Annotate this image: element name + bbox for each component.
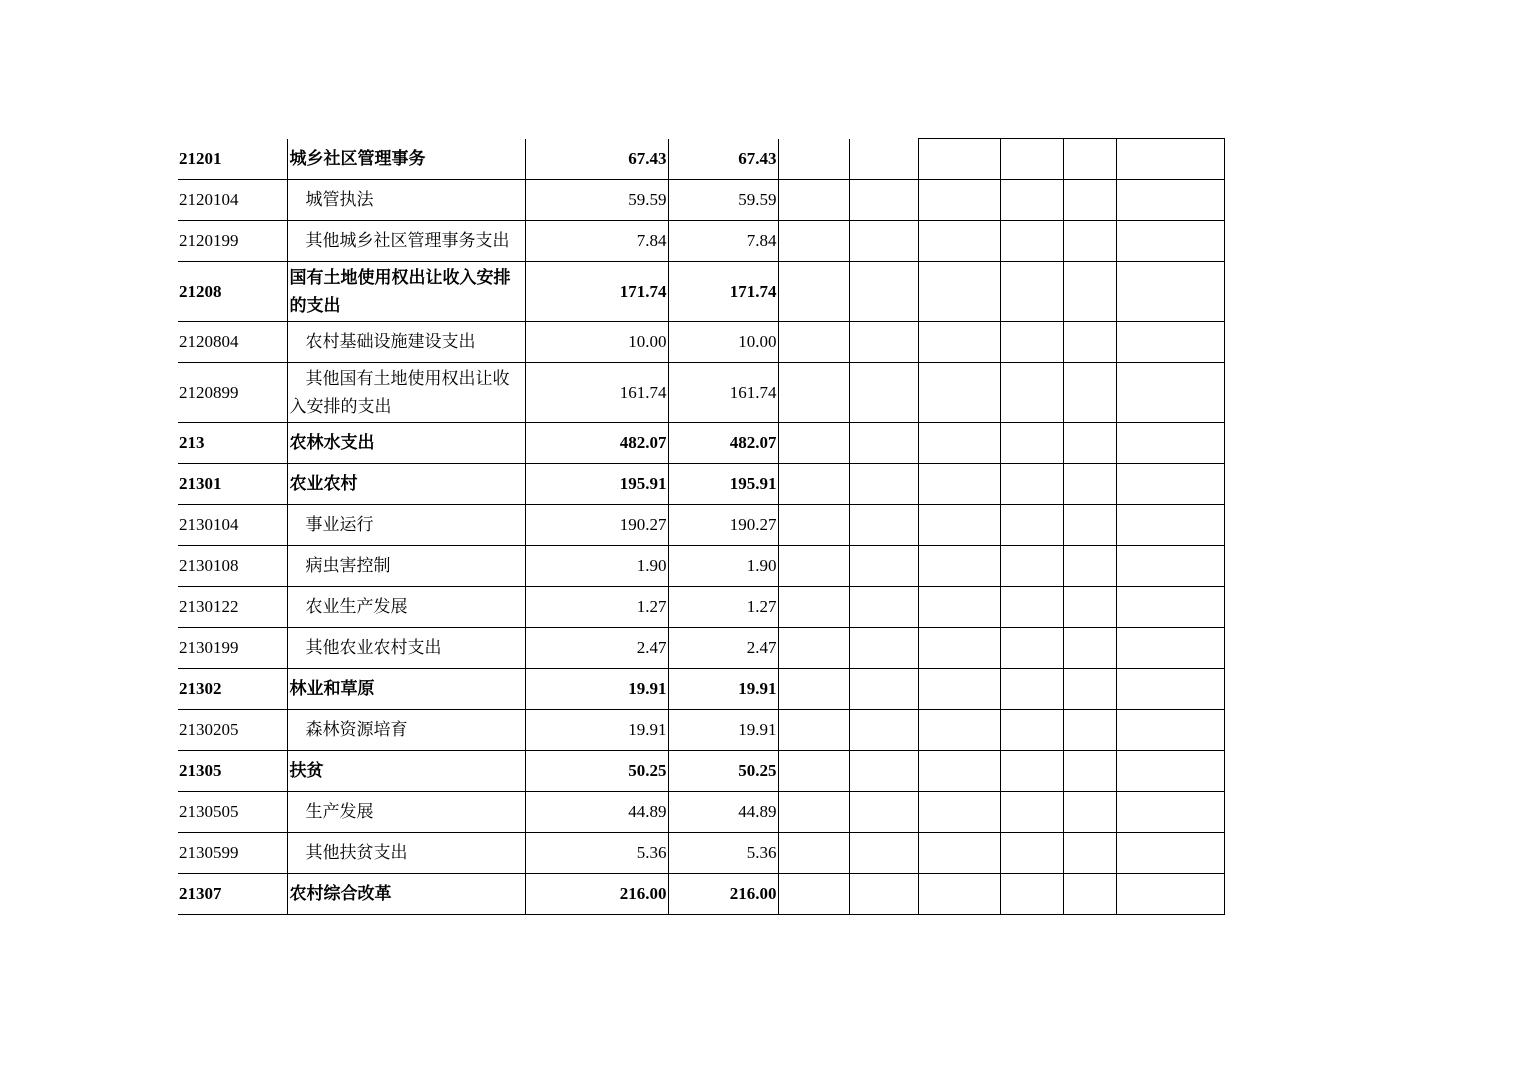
row-amount-total: 161.74 xyxy=(525,363,668,423)
empty-cell xyxy=(1000,587,1063,628)
row-name: 农业农村 xyxy=(287,464,525,505)
empty-cell xyxy=(1063,363,1116,423)
row-name: 林业和草原 xyxy=(287,669,525,710)
empty-cell xyxy=(918,262,1000,322)
empty-cell xyxy=(1116,710,1224,751)
empty-cell xyxy=(918,464,1000,505)
empty-cell xyxy=(778,874,849,915)
table-row xyxy=(178,628,1224,669)
row-code: 21208 xyxy=(178,262,287,322)
empty-cell xyxy=(778,546,849,587)
row-name: 农村综合改革 xyxy=(287,874,525,915)
row-amount-total: 1.90 xyxy=(525,546,668,587)
table-row xyxy=(178,751,1224,792)
row-name: 农业生产发展 xyxy=(287,587,525,628)
row-name: 森林资源培育 xyxy=(287,710,525,751)
empty-cell xyxy=(1063,221,1116,262)
row-amount-total: 59.59 xyxy=(525,180,668,221)
row-name: 农林水支出 xyxy=(287,423,525,464)
empty-cell xyxy=(1000,139,1063,180)
empty-cell xyxy=(1000,710,1063,751)
empty-cell xyxy=(1116,423,1224,464)
empty-cell xyxy=(1000,363,1063,423)
row-amount-total: 216.00 xyxy=(525,874,668,915)
row-amount-basic: 50.25 xyxy=(668,751,778,792)
empty-cell xyxy=(849,792,918,833)
empty-cell xyxy=(918,546,1000,587)
empty-cell xyxy=(1116,221,1224,262)
row-name: 国有土地使用权出让收入安排的支出 xyxy=(287,262,525,322)
table-row xyxy=(178,464,1224,505)
empty-cell xyxy=(1000,751,1063,792)
row-code: 213 xyxy=(178,423,287,464)
empty-cell xyxy=(1063,710,1116,751)
row-amount-basic: 2.47 xyxy=(668,628,778,669)
row-amount-basic: 171.74 xyxy=(668,262,778,322)
empty-cell xyxy=(1063,669,1116,710)
row-amount-basic: 195.91 xyxy=(668,464,778,505)
empty-cell xyxy=(1063,546,1116,587)
table-row xyxy=(178,221,1224,262)
empty-cell xyxy=(778,792,849,833)
row-amount-basic: 1.27 xyxy=(668,587,778,628)
empty-cell xyxy=(918,792,1000,833)
empty-cell xyxy=(918,423,1000,464)
row-amount-total: 19.91 xyxy=(525,669,668,710)
empty-cell xyxy=(1000,180,1063,221)
empty-cell xyxy=(849,833,918,874)
row-name: 病虫害控制 xyxy=(287,546,525,587)
row-name: 城管执法 xyxy=(287,180,525,221)
empty-cell xyxy=(918,710,1000,751)
empty-cell xyxy=(1063,262,1116,322)
empty-cell xyxy=(1116,180,1224,221)
empty-cell xyxy=(1000,628,1063,669)
empty-cell xyxy=(1116,833,1224,874)
empty-cell xyxy=(1000,505,1063,546)
empty-cell xyxy=(1000,322,1063,363)
row-code: 2120199 xyxy=(178,221,287,262)
table-row xyxy=(178,262,1224,322)
row-amount-basic: 216.00 xyxy=(668,874,778,915)
row-code: 21307 xyxy=(178,874,287,915)
table-row xyxy=(178,669,1224,710)
row-amount-total: 7.84 xyxy=(525,221,668,262)
row-code: 2130599 xyxy=(178,833,287,874)
row-code: 21305 xyxy=(178,751,287,792)
row-amount-total: 1.27 xyxy=(525,587,668,628)
row-code: 2120804 xyxy=(178,322,287,363)
empty-cell xyxy=(1116,262,1224,322)
empty-cell xyxy=(778,139,849,180)
row-code: 2120104 xyxy=(178,180,287,221)
empty-cell xyxy=(849,505,918,546)
row-amount-basic: 10.00 xyxy=(668,322,778,363)
empty-cell xyxy=(918,628,1000,669)
empty-cell xyxy=(1063,751,1116,792)
row-amount-basic: 1.90 xyxy=(668,546,778,587)
row-name: 农村基础设施建设支出 xyxy=(287,322,525,363)
table-row xyxy=(178,833,1224,874)
row-amount-total: 19.91 xyxy=(525,710,668,751)
row-amount-total: 2.47 xyxy=(525,628,668,669)
empty-cell xyxy=(1116,322,1224,363)
empty-cell xyxy=(1063,464,1116,505)
empty-cell xyxy=(778,322,849,363)
row-name: 城乡社区管理事务 xyxy=(287,139,525,180)
row-name: 扶贫 xyxy=(287,751,525,792)
empty-cell xyxy=(778,262,849,322)
empty-cell xyxy=(849,262,918,322)
empty-cell xyxy=(918,322,1000,363)
empty-cell xyxy=(1000,221,1063,262)
row-name: 事业运行 xyxy=(287,505,525,546)
row-amount-total: 44.89 xyxy=(525,792,668,833)
empty-cell xyxy=(1000,792,1063,833)
budget-table xyxy=(178,138,1225,915)
empty-cell xyxy=(778,751,849,792)
table-row xyxy=(178,322,1224,363)
empty-cell xyxy=(918,587,1000,628)
empty-cell xyxy=(778,669,849,710)
row-amount-total: 67.43 xyxy=(525,139,668,180)
empty-cell xyxy=(1116,669,1224,710)
table-row xyxy=(178,874,1224,915)
empty-cell xyxy=(918,180,1000,221)
empty-cell xyxy=(1116,874,1224,915)
empty-cell xyxy=(849,628,918,669)
empty-cell xyxy=(849,464,918,505)
row-amount-basic: 5.36 xyxy=(668,833,778,874)
empty-cell xyxy=(1063,423,1116,464)
empty-cell xyxy=(1063,505,1116,546)
empty-cell xyxy=(849,363,918,423)
row-code: 2130505 xyxy=(178,792,287,833)
empty-cell xyxy=(849,423,918,464)
row-name: 其他扶贫支出 xyxy=(287,833,525,874)
row-amount-basic: 19.91 xyxy=(668,669,778,710)
row-code: 2130104 xyxy=(178,505,287,546)
empty-cell xyxy=(849,322,918,363)
row-amount-total: 5.36 xyxy=(525,833,668,874)
empty-cell xyxy=(1116,546,1224,587)
row-amount-total: 482.07 xyxy=(525,423,668,464)
row-code: 2130108 xyxy=(178,546,287,587)
row-amount-basic: 44.89 xyxy=(668,792,778,833)
empty-cell xyxy=(778,505,849,546)
empty-cell xyxy=(778,221,849,262)
empty-cell xyxy=(849,751,918,792)
empty-cell xyxy=(1063,874,1116,915)
empty-cell xyxy=(1063,792,1116,833)
empty-cell xyxy=(849,710,918,751)
table-row xyxy=(178,423,1224,464)
row-amount-total: 190.27 xyxy=(525,505,668,546)
empty-cell xyxy=(1000,262,1063,322)
empty-cell xyxy=(849,587,918,628)
empty-cell xyxy=(1116,139,1224,180)
row-name: 其他城乡社区管理事务支出 xyxy=(287,221,525,262)
empty-cell xyxy=(1116,751,1224,792)
table-row xyxy=(178,139,1224,180)
empty-cell xyxy=(1116,587,1224,628)
table-row xyxy=(178,546,1224,587)
empty-cell xyxy=(778,423,849,464)
row-amount-total: 171.74 xyxy=(525,262,668,322)
row-amount-total: 10.00 xyxy=(525,322,668,363)
empty-cell xyxy=(918,363,1000,423)
row-amount-basic: 161.74 xyxy=(668,363,778,423)
row-code: 2130205 xyxy=(178,710,287,751)
empty-cell xyxy=(1063,587,1116,628)
empty-cell xyxy=(778,180,849,221)
empty-cell xyxy=(1063,833,1116,874)
empty-cell xyxy=(1116,464,1224,505)
empty-cell xyxy=(1000,833,1063,874)
empty-cell xyxy=(849,669,918,710)
empty-cell xyxy=(778,363,849,423)
empty-cell xyxy=(778,464,849,505)
empty-cell xyxy=(1116,505,1224,546)
table-row xyxy=(178,180,1224,221)
empty-cell xyxy=(849,874,918,915)
empty-cell xyxy=(1063,180,1116,221)
table-row xyxy=(178,505,1224,546)
row-code: 21302 xyxy=(178,669,287,710)
row-amount-basic: 59.59 xyxy=(668,180,778,221)
row-amount-basic: 7.84 xyxy=(668,221,778,262)
row-code: 21201 xyxy=(178,139,287,180)
empty-cell xyxy=(1116,363,1224,423)
empty-cell xyxy=(778,833,849,874)
row-amount-basic: 482.07 xyxy=(668,423,778,464)
row-code: 2120899 xyxy=(178,363,287,423)
empty-cell xyxy=(1063,322,1116,363)
empty-cell xyxy=(849,139,918,180)
empty-cell xyxy=(1063,139,1116,180)
empty-cell xyxy=(849,180,918,221)
empty-cell xyxy=(1116,628,1224,669)
table-row xyxy=(178,363,1224,423)
row-amount-basic: 19.91 xyxy=(668,710,778,751)
row-amount-basic: 67.43 xyxy=(668,139,778,180)
empty-cell xyxy=(918,221,1000,262)
empty-cell xyxy=(918,751,1000,792)
empty-cell xyxy=(778,710,849,751)
empty-cell xyxy=(918,139,1000,180)
empty-cell xyxy=(918,505,1000,546)
empty-cell xyxy=(1000,464,1063,505)
row-name: 生产发展 xyxy=(287,792,525,833)
row-code: 2130199 xyxy=(178,628,287,669)
row-name: 其他国有土地使用权出让收入安排的支出 xyxy=(287,363,525,423)
empty-cell xyxy=(778,628,849,669)
empty-cell xyxy=(1116,792,1224,833)
row-amount-total: 50.25 xyxy=(525,751,668,792)
table-row xyxy=(178,792,1224,833)
row-amount-basic: 190.27 xyxy=(668,505,778,546)
empty-cell xyxy=(778,587,849,628)
table-row xyxy=(178,587,1224,628)
empty-cell xyxy=(918,669,1000,710)
empty-cell xyxy=(1000,546,1063,587)
empty-cell xyxy=(918,874,1000,915)
row-name: 其他农业农村支出 xyxy=(287,628,525,669)
empty-cell xyxy=(1000,874,1063,915)
row-amount-total: 195.91 xyxy=(525,464,668,505)
row-code: 21301 xyxy=(178,464,287,505)
empty-cell xyxy=(1000,669,1063,710)
row-code: 2130122 xyxy=(178,587,287,628)
empty-cell xyxy=(918,833,1000,874)
empty-cell xyxy=(849,221,918,262)
table-row xyxy=(178,710,1224,751)
empty-cell xyxy=(849,546,918,587)
empty-cell xyxy=(1063,628,1116,669)
empty-cell xyxy=(1000,423,1063,464)
